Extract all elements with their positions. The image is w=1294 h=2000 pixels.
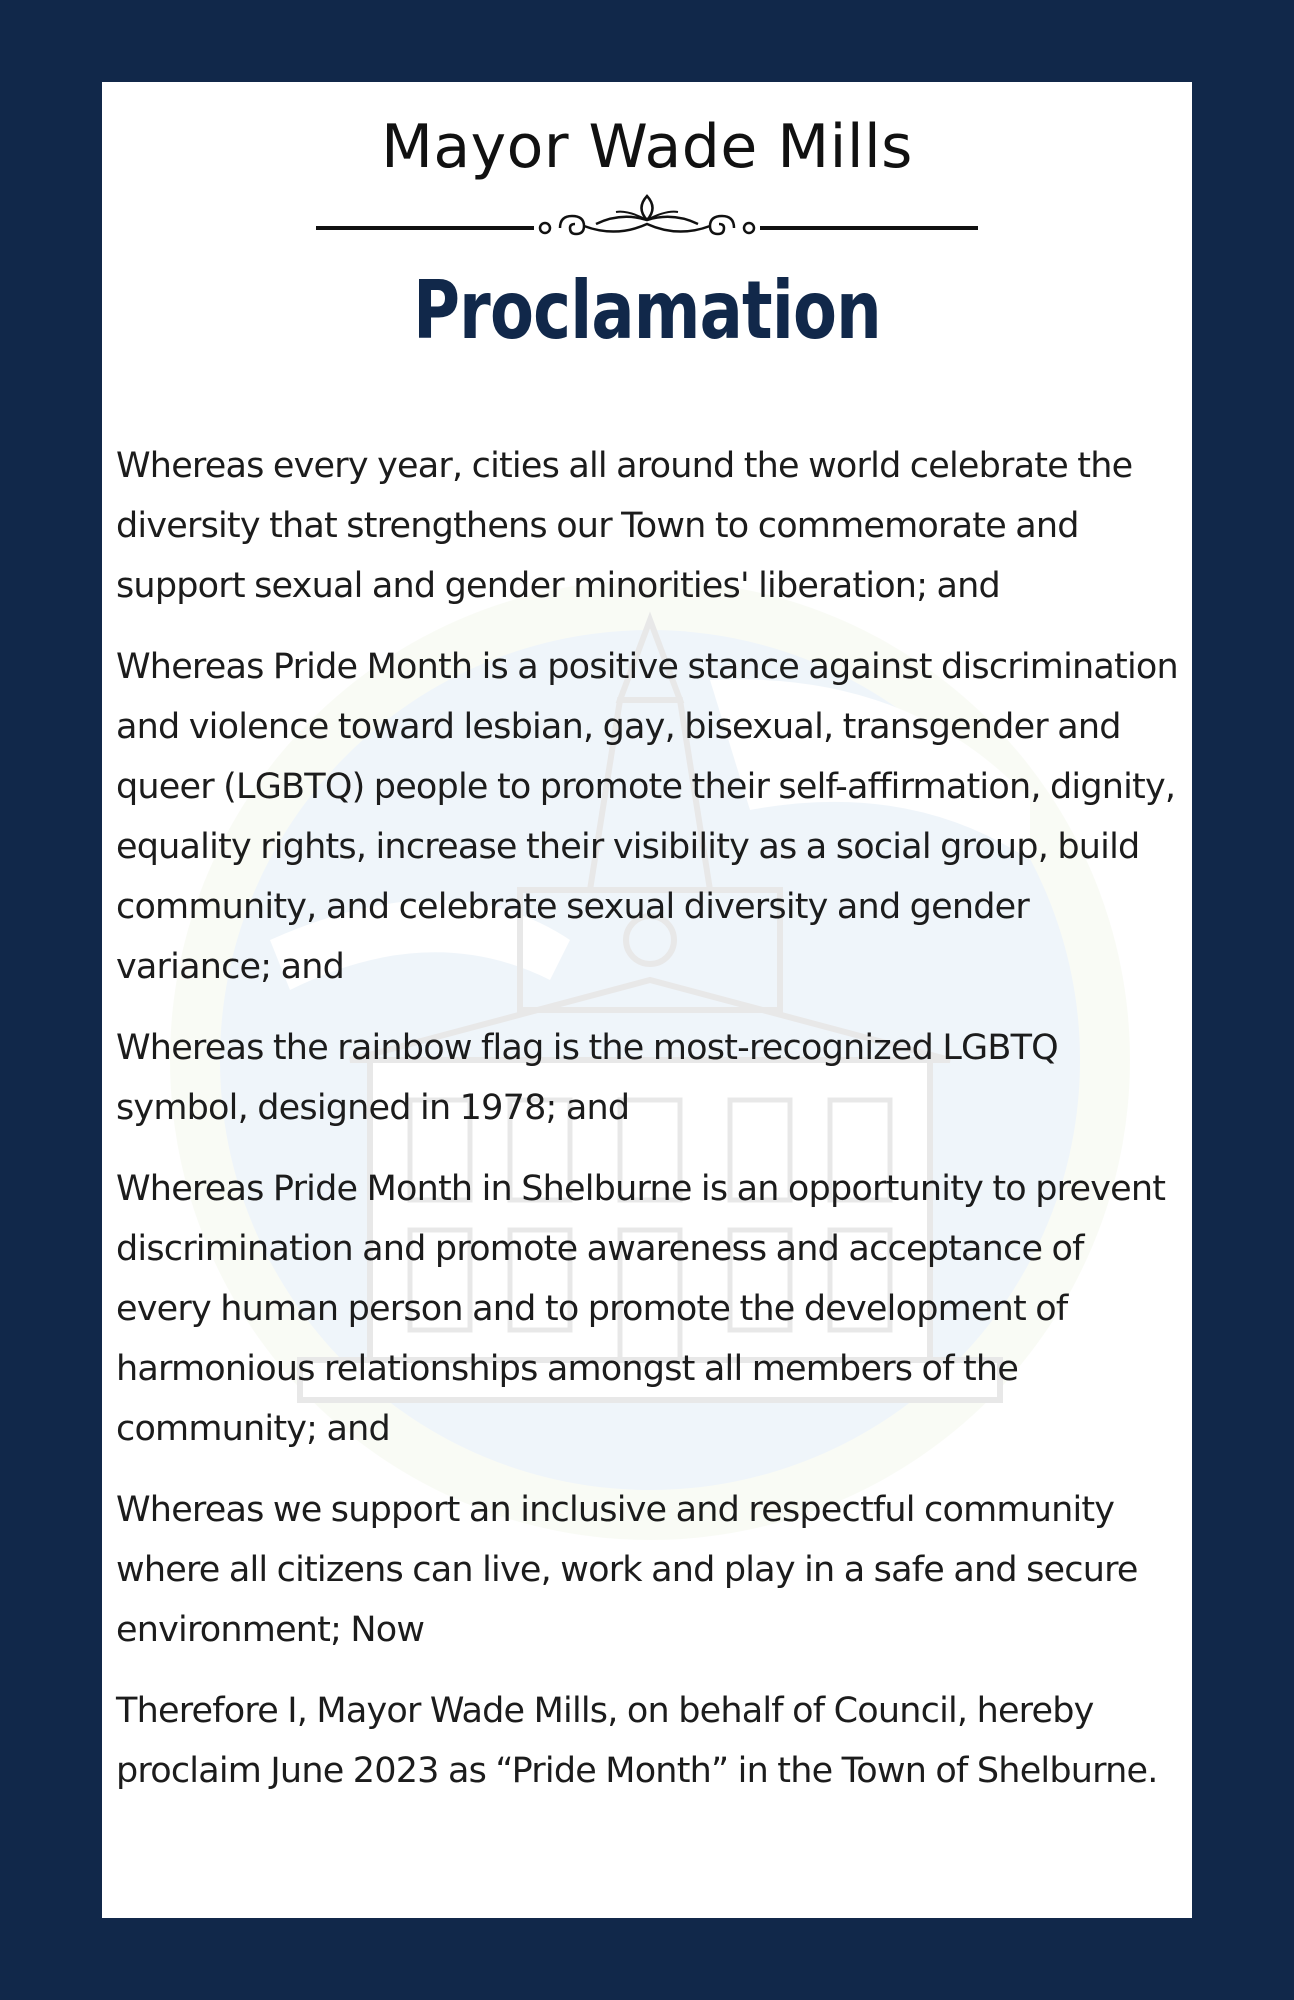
whereas-paragraph-2: Whereas Pride Month is a positive stance against discrimination and violence toward lesbian, gay, bisexual, transgender and queer (LGBTQ) people to promote their self-affirmation, dignity, equality rights, increase their visibility as a social group, build community, and celebrate sexual diversity and gender variance; and [116,647,1178,987]
ornamental-divider [316,194,978,246]
proclamation-card [102,82,1192,1918]
mayor-name: Mayor Wade Mills [381,112,913,182]
whereas-paragraph-3: Whereas the rainbow flag is the most-recognized LGBTQ symbol, designed in 1978; and [116,1028,1058,1128]
proclamation-body [116,436,1181,1822]
whereas-paragraph-4: Whereas Pride Month in Shelburne is an opportunity to prevent discrimination and promote awareness and acceptance of every human person and to promote the development of harmonious relationships amongst all members of the community; and [116,1169,1166,1449]
whereas-paragraph-5: Whereas we support an inclusive and respectful community where all citizens can live, work and play in a safe and secure environment; Now [116,1490,1138,1650]
whereas-paragraph-1: Whereas every year, cities all around the world celebrate the diversity that strengthens our Town to commemorate and support sexual and gender minorities' liberation; and [116,446,1133,606]
therefore-paragraph: Therefore I, Mayor Wade Mills, on behalf of Council, hereby proclaim June 2023 as “Pride Month” in the Town of Shelburne. [116,1691,1158,1791]
proclamation-title: Proclamation [413,264,881,357]
